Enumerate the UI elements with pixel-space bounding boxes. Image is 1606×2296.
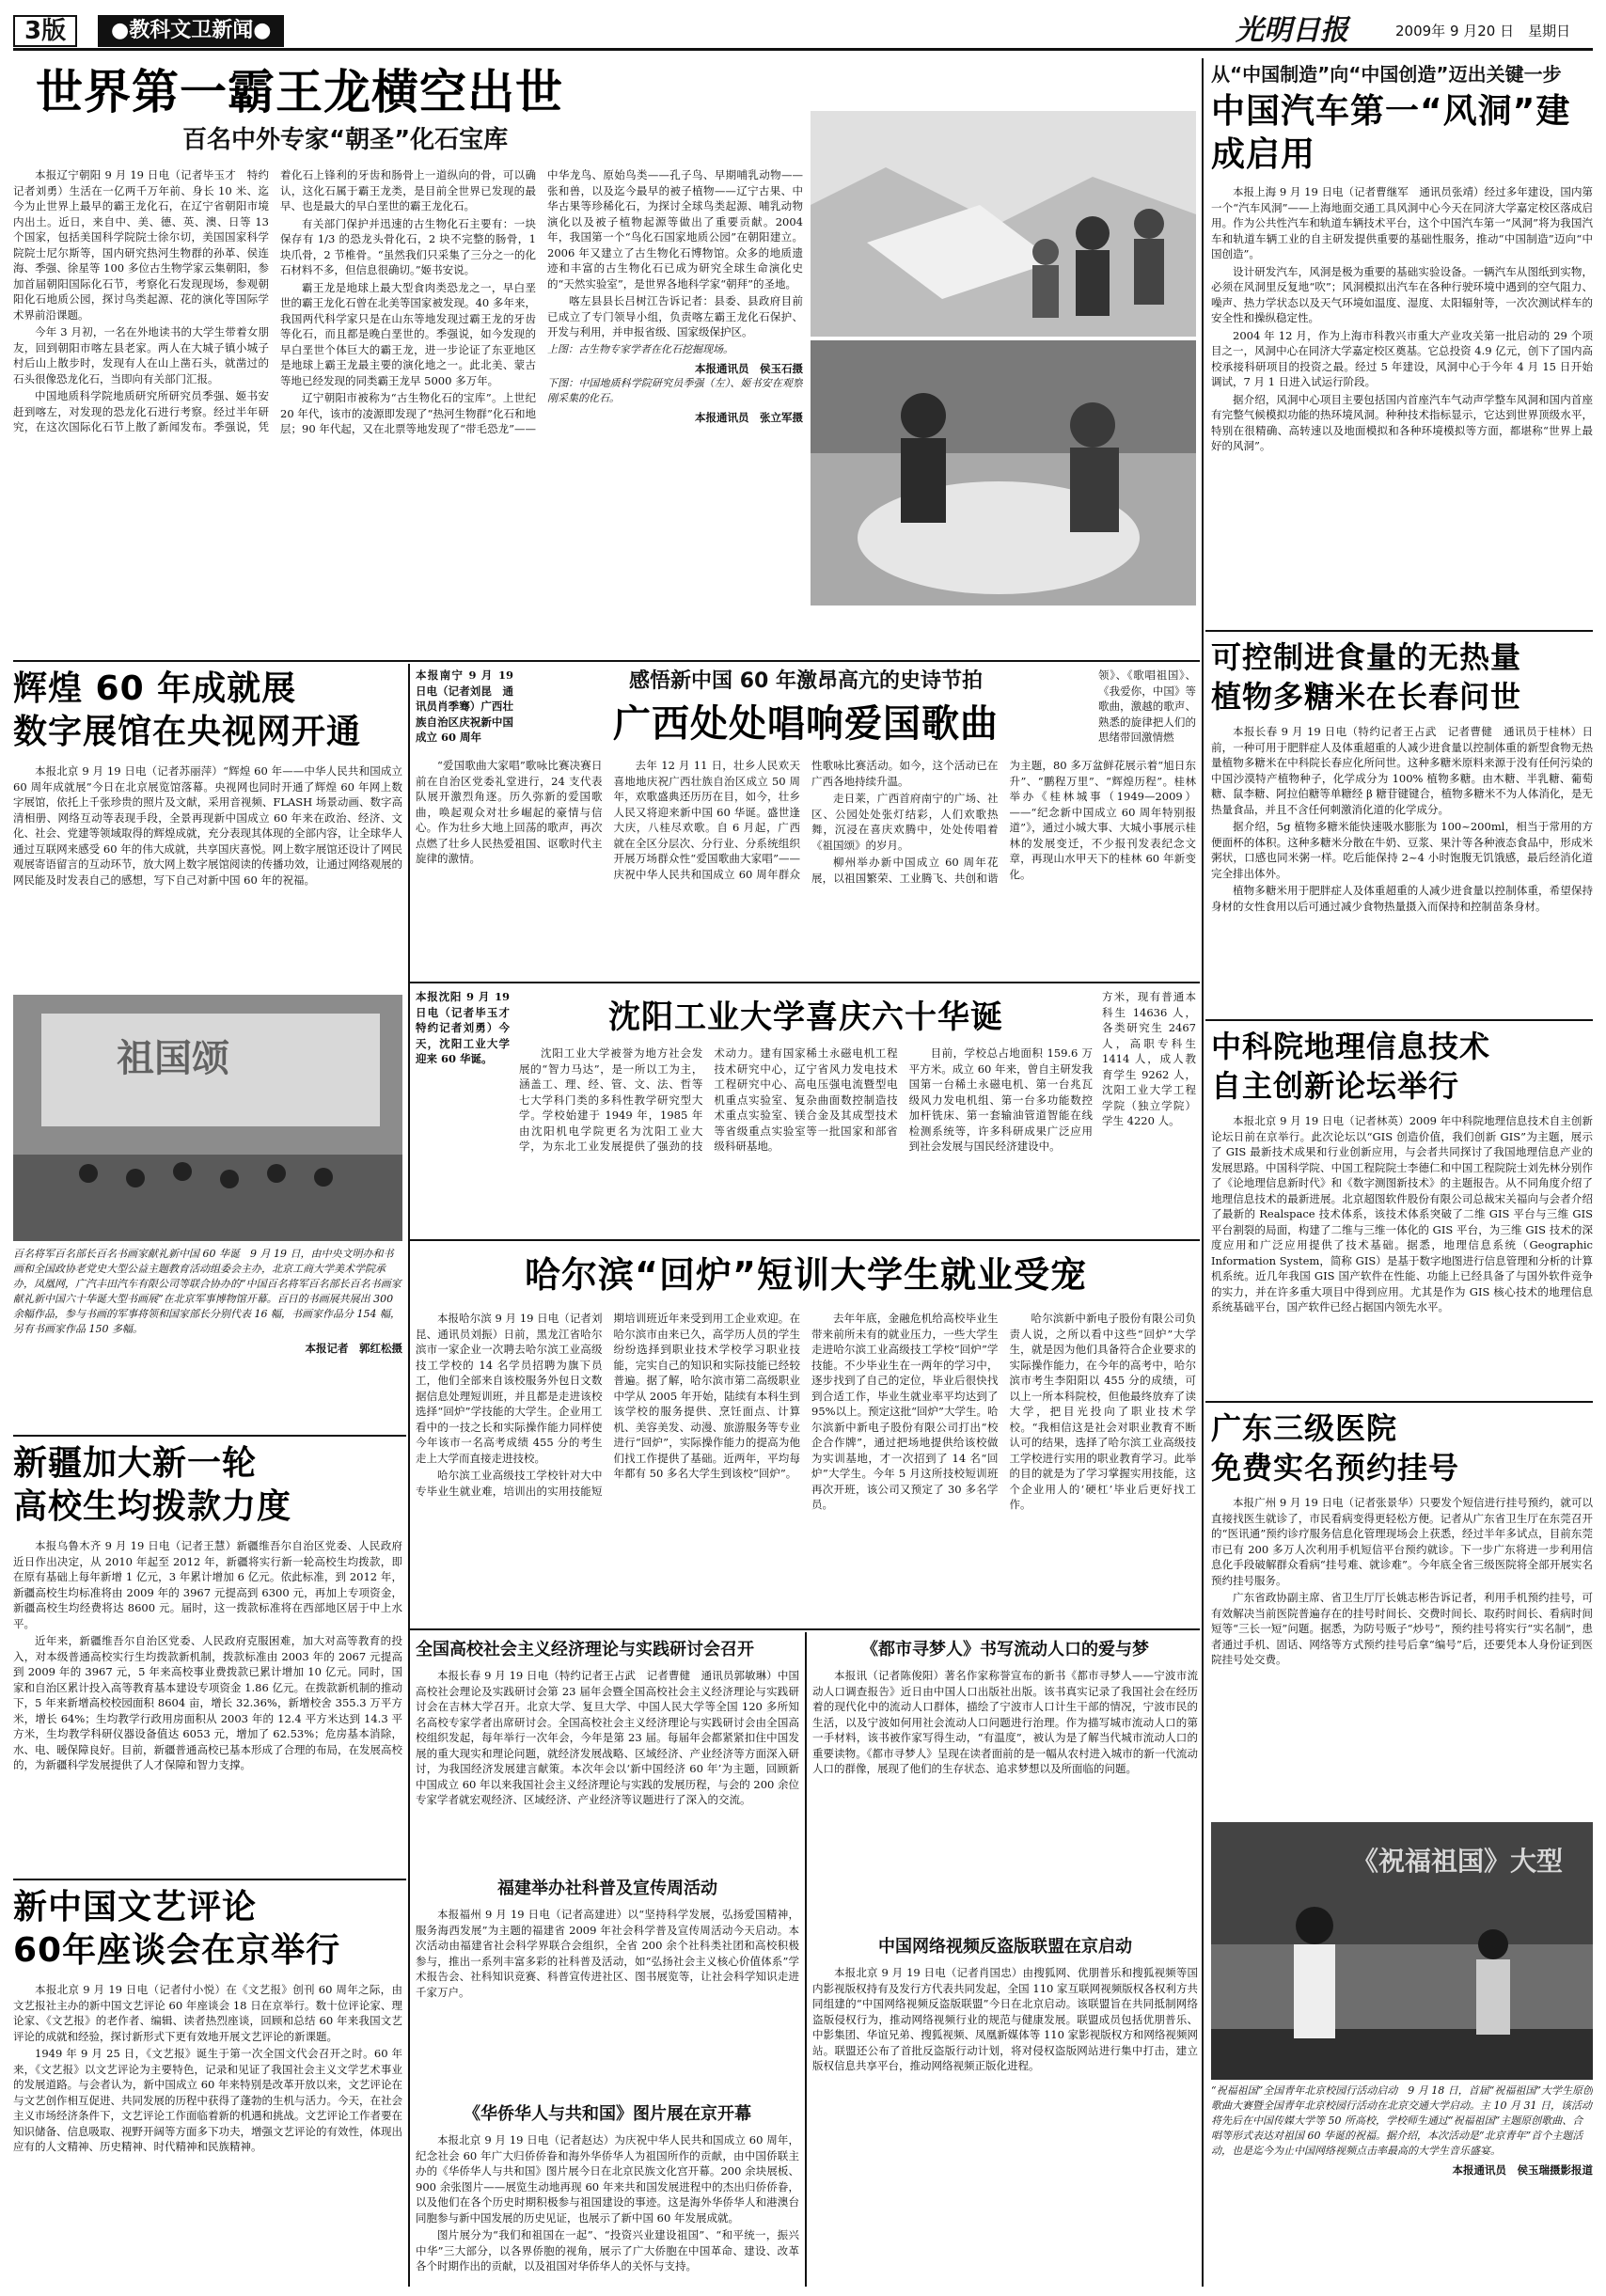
paragraph: 本报北京 9 月 19 日电（记者付小悦）在《文艺报》创刊 60 周年之际，由文艺报社主办的新中国文艺评论 60 年座谈会 18 日在京举行。数十位评论家、理论家、《文艺报》的老作者、编辑、读者热烈座谈，回顾和总结 60 年来我国文艺评论的成就和经验，探讨新形式下更有效地开展文艺评论的新课题。 bbox=[13, 1983, 402, 2043]
article-headline: 世界第一霸王龙横空出世 bbox=[36, 65, 563, 119]
article-body bbox=[1211, 724, 1593, 914]
article-headline: 《华侨华人与共和国》图片展在京开幕 bbox=[464, 2104, 751, 2124]
paragraph: 本报北京 9 月 19 日电（记者苏丽萍）“辉煌 60 年——中华人民共和国成立 60 周年成就展”今日在北京展览馆落幕。央视网也同时开通了辉煌 60 年网上数字展馆，依托上千张珍贵的照片及文献，采用音视频、FLASH 场景动画、数字高清相册、网络互动等表现手段，全景再现新中国成立 60 年来在政治、经济、文化、社会、党建等领域取得的辉煌成就，充分表现其体现的全部内容，让全球华人通过互联网来感受 60 年的伟大成就，共享国庆喜悦。网上数字展馆还设计了网民观展寄语留言的互动环节，放大网上数字展馆阅读的传播功效，让通过网络观展的网民能及时发表自己的感想，写下自己对新中国 60 年的祝福。 bbox=[13, 764, 402, 887]
article-headline: 新疆加大新一轮 高校生均拨款力度 bbox=[13, 1444, 292, 1526]
article-headline: 可控制进食量的无热量 植物多糖米在长春问世 bbox=[1211, 639, 1522, 715]
article-body bbox=[13, 763, 402, 888]
paragraph: 据介绍，5g 植物多糖米能快速吸水膨胀为 100~200ml，相当于常用的方便面杯的体积。这种多糖米分散在牛奶、豆浆、果汁等各种液态食品中，形成米粥状，口感也同米粥一样。吃后能保持 2~4 小时饱腹无饥饿感，最后经消化道完全排出体外。 bbox=[1211, 820, 1593, 880]
article-kicker: 从“中国制造”向“中国创造”迈出关键一步 bbox=[1211, 63, 1562, 86]
paragraph: 本报北京 9 月 19 日电（记者肖国忠）由搜狐网、优朋普乐和搜狐视频等国内影视版权持有及发行方代表共同发起，全国 110 家互联网视频版权各权利方共同组建的“中国网络视频反盗版联盟”今日在北京启动。该联盟旨在共同抵制网络盗版侵权行为，推动网络视频行业的规范与健康发展。联盟成员包括优朋普乐、中影集团、华谊兄弟、搜狐视频、凤凰新媒体等 110 家影视版权方和网络视频网站。联盟还公布了首批反盗版行动计划，将对侵权盗版网站进行集中打击，建立版权信息共享平台，推动网络视频正版化进程。 bbox=[812, 1966, 1198, 2072]
article-body bbox=[1211, 184, 1593, 454]
article-lead: 本报沈阳 9 月 19 日电（记者毕玉才 特约记者刘勇）今天，沈阳工业大学迎来 60 华诞。 bbox=[416, 990, 521, 1065]
paragraph: 中国地质科学院地质研究所研究员季强、姬书安赶到喀左，对发现的恐龙化石进行考察。经过半年研究，在这次国际化石节上散了新闻发布。季强说，凭着化石上锋利的牙齿和肠骨上一道纵向的骨，可以确认，这化石属于霸王龙类，是目前全世界已发现的最早、也是最大的早白垩世的霸王龙化石。 bbox=[13, 168, 536, 433]
photo-credit: 本报通讯员 侯玉石摄 bbox=[695, 361, 803, 375]
article-body bbox=[13, 167, 803, 637]
paragraph: 近年来，新疆维吾尔自治区党委、人民政府克服困难，加大对高等教育的投入，对本级普通高校实行生均拨款新机制，拨款标准由 2003 年的 2067 元提高到 2009 年的 3967 元，5 年来高校事业费拨款已累计增加 10 亿元。同时，国家和自治区累计投入高等教育基本建设专项资金 1.86 亿元。在拨款新机制的推动下，5 年来新增高校校园面积 8604 亩，增长 32.36%，新增校舍 355.3 万平方米，增长 64%；生均教学行政用房面积从 2003 年的 12.4 平方米达到 14.3 平方米，生均教学科研仪器设备值达 6053 元，增加了 62.53%；危房基本消除，水、电、暖保障良好。目前，新疆普通高校已基本形成了合理的布局，在发展高校的，为新疆科学发展提供了人才保障和智力支撑。 bbox=[13, 1634, 402, 1771]
photo-credit: 本报通讯员 侯玉瑞摄影报道 bbox=[1452, 2163, 1593, 2177]
fossil-specimen-photo bbox=[811, 340, 1196, 605]
section-divider bbox=[13, 660, 1200, 662]
photo-caption-block bbox=[13, 1247, 402, 1431]
article-body bbox=[416, 1668, 799, 1808]
article-xinjiang bbox=[13, 1442, 402, 1875]
paragraph: 哈尔滨工业高级技工学校针对大中专毕业生就业难，培训出的实用技能短期培训班近年来受到用工企业欢迎。在哈尔滨市由来已久，高学历人员的学生纷纷选择到职业技术学校学习职业技能，完实自己的知识和实际技能已经较普遍。据了解，哈尔滨市第二高级职业中学从 2005 年开始，陆续有本科生到该学校的服务提供、烹饪面点、计算机、美容美发、动漫、旅游服务等专业进行“回炉”，实际操作能力的提高为他们找工作提供了基础。近两年，平均每年都有 50 多名大学生到该校“回炉”。 bbox=[416, 1312, 800, 1498]
paragraph: 有关部门保护并迅速的古生物化石主要有：一块保存有 1/3 的恐龙头骨化石，2 块不完整的肠骨，1 块爪骨，2 节椎骨。“虽然我们只采集了三分之一的化石材料不多，但信息很确切。”姬书安说。 bbox=[280, 216, 536, 276]
fossil-site-photo bbox=[811, 111, 1196, 337]
article-wind-tunnel bbox=[1211, 62, 1593, 626]
article-body bbox=[1211, 1113, 1593, 1315]
article-headline: 沈阳工业大学喜庆六十华诞 bbox=[608, 999, 1003, 1036]
article-headline: 中科院地理信息技术 自主创新论坛举行 bbox=[1211, 1029, 1491, 1104]
article-body bbox=[13, 1538, 402, 1773]
section-divider bbox=[13, 1435, 406, 1437]
banner-text: 祖国颂 bbox=[117, 1036, 229, 1080]
section-name: ●教科文卫新闻● bbox=[98, 15, 284, 47]
article-headline: 广东三级医院 免费实名预约挂号 bbox=[1211, 1410, 1460, 1486]
article-digital-expo bbox=[13, 668, 402, 987]
exhibition-photo bbox=[13, 995, 402, 1241]
paragraph: 哈尔滨新中新电子股份有限公司负责人说，之所以看中这些“回炉”大学生，就是因为他们具备符合企业要求的实际操作能力，在今年的高考中，哈尔滨市考生李阳阳以 455 分的成绩，可以上一所本科院校，但他最终放弃了读大学，把目光投向了职业技术学校。“我相信这是社会对职业教育不断认可的结果，选择了哈尔滨工业高级技工学校进行实用的职业教育学习。此举的目的就是为了学习掌握实用技能，这个企业用人的‘硬杠’毕业后更好找工作。 bbox=[1009, 1312, 1196, 1511]
article-headline: 中国网络视频反盗版联盟在京启动 bbox=[878, 1937, 1132, 1957]
photo-caption: 下图：中国地质科学院研究员季强（左）、姬书安在观察刚采集的化石。 bbox=[547, 377, 803, 404]
paragraph: “爱国歌曲大家唱”歌咏比赛决赛日前在自治区党委礼堂进行，24 支代表队展开激烈角逐。历久弥新的爱国歌曲，唤起观众对壮乡崛起的豪情与信心。作为壮乡大地上回荡的歌声，再次点燃了壮乡人民热爱祖国、讴歌时代主旋律的激情。 bbox=[416, 759, 603, 865]
article-polysaccharide-rice bbox=[1211, 637, 1593, 1015]
article-body bbox=[416, 758, 1196, 955]
article-headline: 全国高校社会主义经济理论与实践研讨会召开 bbox=[416, 1640, 754, 1659]
section-divider bbox=[1205, 1401, 1593, 1403]
paragraph: 本报上海 9 月 19 日电（记者曹继军 通讯员张靖）经过多年建设，国内第一个“汽车风洞”——上海地面交通工具风洞中心今天在同济大学嘉定校区落成启用。作为公共性汽车和轨道车辆技术平台，这个中国汽车第一“风洞”将为我国汽车和轨道车辆工业的自主研发提供重要的基础性服务，推动“中国制造”迈向“中国创造”。 bbox=[1211, 185, 1593, 260]
article-fujian bbox=[416, 1877, 799, 2099]
paragraph: 走日莱，广西首府南宁的广场、社区、公园处处张灯结彩，人们欢歌热舞，沉浸在喜庆欢腾中，处处传唱着《祖国颂》的岁月。 bbox=[811, 792, 999, 852]
paragraph: 目前，学校总占地面积 159.6 万平方米。成立 60 年来，曾自主研发我国第一台稀土永磁电机、第一台兆瓦级风力发电机组、第一台多功能数控加杆铣床、第一套输油管道智能在线检测系统等，许多科研成果广泛应用到社会发展与国民经济建设中。 bbox=[908, 1046, 1093, 1153]
photo-credit: 本报记者 郭红松摄 bbox=[305, 1342, 402, 1355]
photo-caption: “祝福祖国”全国青年北京校园行活动启动 9 月 18 日，首届“祝福祖国”大学生原创歌曲大赛暨全国青年北京校园行活动在北京交通大学启动。主 10 月 31 日，该活动将先后在中国传媒大学等 50 所高校，学校师生通过“祝福祖国”主题原创歌曲、合唱等形式表达对祖国 60 华诞的祝福。据介绍，本次活动是“北京青年”首个主题活动，也是迄今为止中国网络视频点击率最高的大学生音乐盛宴。 bbox=[1211, 2084, 1593, 2157]
article-body bbox=[416, 1907, 799, 2000]
article-antipiracy bbox=[812, 1935, 1198, 2287]
paragraph: 2004 年 12 月，作为上海市科教兴市重大产业攻关第一批启动的 29 个项目之一，风洞中心在同济大学嘉定校区奠基。它总投资 4.9 亿元，创下了国内高校承接科研项目的投资之最。经过 5 年建设，风洞中心于今年 4 月 15 日开始调试，7 月 1 日进入试运行阶段。 bbox=[1211, 328, 1593, 388]
column-divider bbox=[1202, 58, 1204, 2287]
photo-caption-block bbox=[1211, 2084, 1593, 2287]
issue-date: 2009年 9 月20 日 星期日 bbox=[1395, 23, 1571, 39]
paragraph: 辽宁朝阳市被称为“古生物化石的宝库”。上世纪 20 年代，该市的凌源即发现了“热河生物群”化石和地层；90 年代起，又在北票等地发现了“带毛恐龙”——中华龙鸟、原始鸟类——孔子鸟、早期哺乳动物——张和兽，以及迄今最早的被子植物——辽宁古果、中华古果等珍稀化石，为探讨全球鸟类起源、哺乳动物演化以及被子植物起源等做出了重要贡献。2004 年，我国第一个“鸟化石国家地质公园”在朝阳建立。2006 年又建立了古生物化石博物馆。众多的地质遗迹和丰富的古生物化石已成为研究全球生命演化史的“天然实验室”，是世界各地科学家“朝拜”的圣地。 bbox=[280, 168, 803, 435]
article-sidebar: 领》、《歌唱祖国》、《我爱你，中国》等歌曲，激越的歌声、熟悉的旋律把人们的思绪带回激情燃 bbox=[1098, 668, 1196, 744]
newspaper-logo: 光明日报 bbox=[1236, 14, 1348, 47]
article-headline: 新中国文艺评论 60年座谈会在京举行 bbox=[13, 1888, 341, 1970]
section-divider bbox=[13, 1879, 406, 1880]
article-book bbox=[812, 1638, 1198, 1931]
article-lead: 本报南宁 9 月 19 日电（记者刘昆 通讯员肖季骞）广西壮族自治区庆祝新中国成立 60 周年 bbox=[416, 668, 513, 744]
paragraph: 喀左县县长吕树江告诉记者：县委、县政府目前已成立了专门领导小组，负责喀左霸王龙化石保护、开发与利用，并申报省级、国家级保护区。 bbox=[547, 294, 803, 338]
paragraph: 广东省政协副主席、省卫生厅厅长姚志彬告诉记者，利用手机预约挂号，可有效解决当前医院普遍存在的挂号时间长、交费时间长、取药时间长、看病时间短等“三长一短”问题。据悉，为防号贩子“炒号”，预约挂号将实行“实名制”，患者通过手机、固话、网络等方式预约挂号后拿“编号”后，还要凭本人身份证到医院挂号处交费。 bbox=[1211, 1591, 1593, 1666]
paragraph: 去年 12 月 11 日，壮乡人民欢天喜地地庆祝广西壮族自治区成立 50 周年，欢歌盛典还历历在目，如今，壮乡人民又将迎来新中国 60 华诞。盛世逢大庆，八桂尽欢歌。自 6 月起，广西就在全区分层次、分行业、分系统组织开展万场群众性“爱国歌曲大家唱”——庆祝中华人民共和国成立 60 周年群众性歌咏比赛活动。如今，这个活动已在广西各地持续升温。 bbox=[613, 759, 999, 881]
photo-caption: 上图：古生物专家学者在化石挖掘现场。 bbox=[547, 342, 733, 355]
paragraph: 本报北京 9 月 19 日电（记者林英）2009 年中科院地理信息技术自主创新论坛日前在京举行。此次论坛以“GIS 创造价值，我们创新 GIS”为主题，展示了 GIS 最新技术成果和行业创新应用，与会者共同探讨了我国地理信息产业的发展思路。中国科学院、中国工程院院士李德仁和中国工程院院士刘先林分别作了《论地理信息新时代》和《数字测图新技术》的主题报告。从不同角度介绍了地理信息技术的最新进展。北京超图软件股份有限公司总裁宋关福向与会者介绍了最新的 Realspace 技术体系，该技术体系突破了二维 GIS 平台与三维 GIS 平台割裂的局面，构建了二维与三维一体化的 GIS 平台，为三维 GIS 技术的深度应用和广泛应用提供了技术基础。据悉，地理信息系统（Geographic Information System，简称 GIS）是基于数字地图进行信息管理和分析的计算机系统。近几年我国 GIS 国产软件在性能、功能上已经具备了与国外软件竞争的实力，并在许多重大项目中得到应用。尤其是作为 GIS 核心技术的地理信息系统基础平台，国产软件已经占据国内领先水平。 bbox=[1211, 1114, 1593, 1313]
paragraph: 据介绍，风洞中心项目主要包括国内首座汽车气动声学整车风洞和国内首座有完整气候模拟功能的热环境风洞。种种技术指标显示，它达到世界顶级水平，特别在很精确、高转速以及地面模拟和各种环境模拟等方面，都堪称“世界上最好的风洞”。 bbox=[1211, 392, 1593, 452]
article-body bbox=[812, 1668, 1198, 1777]
paragraph: 本报哈尔滨 9 月 19 日电（记者刘昆、通讯员刘振）日前，黑龙江省哈尔滨市一家企业一次聘去哈尔滨工业高级技工学校的 14 名学员招聘为旗下员工，他们全部来自该校服务外包日文数据信息处理短训班，并且都是走进该校选择“回炉”学技能的大学生。企业用工看中的一技之长和实际操作能力同样使今年该市一名高考成绩 455 分的考生走上大学而直接走进技校。 bbox=[416, 1312, 603, 1465]
section-divider bbox=[1205, 1019, 1593, 1021]
article-body bbox=[1211, 1495, 1593, 1668]
article-kicker: 感悟新中国 60 年激昂高亢的史诗节拍 bbox=[629, 669, 983, 693]
article-headline: 《都市寻梦人》书写流动人口的爱与梦 bbox=[861, 1640, 1149, 1659]
article-economic-forum bbox=[416, 1638, 799, 1873]
paragraph: 今年 3 月初，一名在外地读书的大学生带着女朋友，回到朝阳市喀左县老家。两人在大城子镇小城子村后山上散步时，发现有人在山上凿石头，就凿过的石头很像恐龙化石，当即向有关部门汇报。 bbox=[13, 325, 269, 385]
article-gis-forum bbox=[1211, 1027, 1593, 1397]
paragraph: 本报长春 9 月 19 日电（特约记者王占武 记者曹健 通讯员郭敏琳）中国高校社会理论及实践研讨会第 23 届年会暨全国高校社会主义经济理论与实践研讨会在吉林大学召开。北京大学、复旦大学、中国人民大学等全国 120 多所知名高校专家学者出席研讨会。全国高校社会主义经济理论与实践研讨会由全国高校组织发起，每年举行一次年会，今年是第 23 届。每届年会都紧紧扣住中国发展的重大现实和理论问题，就经济发展战略、区域经济、产业经济等方面深入研讨，为我国经济发展建言献策。本次年会以‘新中国经济 60 年’为主题，回顾新中国成立 60 年以来我国社会主义经济理论与实践的发展历程，与会的 200 余位专家学者就宏观经济、区域经济、产业经济等议题进行了深入的交流。 bbox=[416, 1669, 799, 1806]
paragraph: 沈阳工业大学被誉为地方社会发展的“智力马达”，是一所以工为主，涵盖工、理、经、管、文、法、哲等七大学科门类的多科性教学研究型大学。学校始建于 1949 年，1985 年由沈阳机电学院更名为沈阳工业大学，为东北工业发展提供了强劲的技术动力。建有国家稀土永磁电机工程技术研究中心，辽宁省风力发电技术工程研究中心、高电压强电流暨型电机重点实验室、复杂曲面数控制造技术重点实验室、镁合金及其成型技术等省级重点实验室等一批国家和部省级科研基地。 bbox=[519, 1046, 898, 1153]
paragraph: 柳州举办新中国成立 60 周年花展，以祖国繁荣、工业腾飞、共创和谐为主题，80 多万盆鲜花展示着“旭日东升”、“鹏程万里”、“辉煌历程”。桂林举办《桂林城事（1949—2009）——“纪念新中国成立 60 周年特别报道”》，通过小城大事、大城小事展示桂林的发展变迁，不少报刊发表纪念文章，再现山水甲天下的桂林 60 年新变化。 bbox=[811, 759, 1196, 885]
article-headline: 哈尔滨“回炉”短训大学生就业受宠 bbox=[525, 1254, 1087, 1296]
article-headline: 中国汽车第一“风洞”建成启用 bbox=[1211, 92, 1571, 174]
page-header bbox=[13, 13, 1593, 51]
paragraph: 本报广州 9 月 19 日电（记者张景华）只要发个短信进行挂号预约，就可以直接找医生就诊了，市民看病变得更轻松方便。记者从广东省卫生厅在东莞召开的“医讯通”预约诊疗服务信息化管理现场会上获悉，经过半年多试点，目前东莞市已有 200 多万人次利用手机短信平台预约就诊。下一步广东将进一步利用信息化手段破解群众看病“挂号难、就诊难”。今年底全省三级医院将全部开展实名预约挂号服务。 bbox=[1211, 1496, 1593, 1587]
article-body bbox=[416, 1311, 1196, 1612]
article-sidebar: 方米，现有普通本科生 14636 人，各类研究生 2467 人，高职专科生 1414 人，成人教育学生 9262 人，沈阳工业大学工程学院（独立学院）学生 4220 人。 bbox=[1102, 990, 1196, 1127]
paragraph: 1949 年 9 月 25 日，《文艺报》诞生于第一次全国文代会召开之时。60 年来，《文艺报》以文艺评论为主要特色，记录和见证了我国社会主义文学艺术事业的发展道路。与会者认为，新中国成立 60 年来特别是改革开放以来，文艺评论在与文艺创作相互促进、共同发展的历程中获得了蓬勃的生机与活力。今天，在社会主义市场经济条件下，文艺评论工作面临着新的机遇和挑战。文艺评论工作者要在知识储备、信息吸取、视野开阔等方面多下功夫，增强文艺评论的有效性，体现出应有的人文精神、历史精神、时代精神和民族精神。 bbox=[13, 2047, 402, 2153]
paragraph: 本报辽宁朝阳 9 月 19 日电（记者毕玉才 特约记者刘勇）生活在一亿两千万年前、身长 10 米、迄今为止世界上最早的霸王龙化石，在辽宁省朝阳市境内出土。近日，来自中、美、德、英、澳、日等 13 个国家，包括美国科学院院士徐尔切，美国国家科学院院士尼尔斯等，国内研究热河生物群的孙革、侯连海、季强、徐星等 100 多位古生物学家云集朝阳，参加首届朝阳国际化石节，考察化石发现现场，参观朝阳化石地质公园，探讨鸟类起源、花的演化等国际学术界前沿课题。 bbox=[13, 168, 269, 322]
article-body bbox=[416, 2132, 799, 2274]
paragraph: 霸王龙是地球上最大型食肉类恐龙之一，早白垩世的霸王龙化石曾在北美等国家被发现。40 多年来，我国两代科学家只是在山东等地发现过霸王龙的牙齿等化石，而且都是晚白垩世的。季强说，如今发现的早白垩世个体巨大的霸王龙，进一步论证了东亚地区是地球上霸王龙最主要的演化地之一。此北美、蒙古等地已经发现的同类霸王龙早 5000 多万年。 bbox=[280, 280, 536, 387]
paragraph: 设计研发汽车，风洞是极为重要的基础实验设备。一辆汽车从图纸到实物，必须在风洞里反复地“吹”；风洞模拟出汽车在各种行驶环境中遇到的空气阻力、噪声、热力学状态以及天气环境如温度、湿度、太阳辐射等，一次次测试样车的安全性和操纵稳定性。 bbox=[1211, 264, 1593, 324]
paragraph: 本报长春 9 月 19 日电（特约记者王占武 记者曹健 通讯员于桂林）日前，一种可用于肥胖症人及体重超重的人减少进食量以控制体重的新型食物无热量植物多糖米在中科院长春应化所问世。这种多糖米原料来源于没有任何污染的中国沙漠特产植物种子，化学成分为 100% 植物多糖。由木糖、半乳糖、葡萄糖、鼠李糖、阿拉伯糖等单糖经 β 糖苷键键合，植物多糖米不为人体消化，是无热量食品，并且不含任何刺激消化道的化学成分。 bbox=[1211, 725, 1593, 816]
photo-credit: 本报通讯员 张立军摄 bbox=[695, 411, 803, 424]
article-subtitle: 百名中外专家“朝圣”化石宝库 bbox=[182, 126, 509, 154]
paragraph: 本报福州 9 月 19 日电（记者高建进）以“坚持科学发展，弘扬爱国精神，服务海西发展”为主题的福建省 2009 年社会科学普及宣传周活动今天启动。本次活动由福建省社会科学界联合会组织，全省 200 余个社科类社团和高校积极参与，推出一系列丰富多彩的社科普及活动，如“弘扬社会主义核心价值体系”学术报告会、社科知识竞赛、科普宣传进社区、图书展览等，让社会科学知识走进千家万户。 bbox=[416, 1908, 799, 1999]
article-dinosaur bbox=[13, 62, 803, 656]
article-body bbox=[13, 1982, 402, 2155]
article-guangxi bbox=[416, 668, 1196, 978]
paragraph: 图片展分为“我们和祖国在一起”、“投资兴业建设祖国”、“和平统一，振兴中华”三大部分，以各界侨胞的视角，展示了广大侨胞在中国革命、建设、改革各个时期作出的贡献，以及祖国对华侨华人的关怀与支持。 bbox=[416, 2228, 799, 2272]
paragraph: 本报乌鲁木齐 9 月 19 日电（记者王慧）新疆维吾尔自治区党委、人民政府近日作出决定，从 2010 年起至 2012 年，新疆将实行新一轮高校生均拨款，即在原有基础上每年新增 1 亿元，3 年累计增加 6 亿元。依此标准，到 2012 年，新疆高校生均标准将由 2009 年的 3967 元提高到 6300 元，再加上专项资金，新疆高校生均经费将达 8600 元。届时，这一拨款标准将在西部地区居于中上水平。 bbox=[13, 1539, 402, 1630]
article-shenyang bbox=[416, 989, 1196, 1235]
article-headline: 广西处处唱响爱国歌曲 bbox=[613, 702, 999, 746]
article-body bbox=[812, 1965, 1198, 2074]
column-divider bbox=[408, 664, 410, 2287]
page-number: 3版 bbox=[13, 15, 77, 47]
photo-caption: 百名将军百名部长百名书画家献礼新中国 60 华诞 9 月 19 日，由中央文明办和书画和全国政协老党史大型公益主题教育活动组委会主办，北京工商大学美术学院承办，凤凰网，广汽丰田汽车有限公司等联合协办的“中国百名将军百名部长百名书画家献礼新中国六十华诞大型书画展”在北京军事博物馆开幕。百日的书画展共展出 300 余幅作品，参与书画的军事将领和国家部长分别代表 16 幅，书画家作品分 154 幅，另有书画家作品 150 多幅。 bbox=[13, 1248, 402, 1335]
article-body bbox=[519, 1046, 1093, 1224]
article-overseas-exhibit bbox=[416, 2102, 799, 2287]
campus-event-photo bbox=[1211, 1822, 1593, 2080]
paragraph: 本报北京 9 月 19 日电（记者赵达）为庆祝中华人民共和国成立 60 周年，纪念社会 60 年广大归侨侨眷和海外华侨华人为祖国所作的贡献，由中国侨联主办的《华侨华人与共和国》图片展今日在北京民族文化宫开幕。200 余块展板、900 余张图片——展览生动地再现 60 年来共和国发展进程中的杰出归侨侨眷，以及他们在各个历史时期积极参与祖国建设的事迹。这是海外华侨华人和港澳台同胞参与新中国发展的历史见证，也展示了新中国 60 年发展成就。 bbox=[416, 2133, 799, 2225]
article-hospital-booking bbox=[1211, 1408, 1593, 1818]
paragraph: 本报讯（记者陈俊阳）著名作家称誉宣布的新书《都市寻梦人——宁波市流动人口调查报告》近日由中国人口出版社出版。该书真实记录了我国社会在经历着的现代化中的流动人口群体，描绘了宁波市人口计生干部的情况，宁波市民的生活，以及宁波如何用社会流动人口问题进行治理。作为描写城市流动人口的第一手材料，该书被作家写得生动，“有温度”，被认为是了解当代城市流动人口的重要读物。《都市寻梦人》呈现在读者面前的是一幅从农村进入城市的新一代流动人口的群像，展现了他们的生存状态、追求梦想以及所面临的问题。 bbox=[812, 1669, 1198, 1775]
paragraph: 植物多糖米用于肥胖症人及体重超重的人减少进食量以控制体重，希望保持身材的女性食用以后可通过减少食物热量摄入而保持和控制苗条身材。 bbox=[1211, 884, 1593, 913]
article-headline: 福建举办社科普及宣传周活动 bbox=[497, 1879, 717, 1898]
section-divider bbox=[410, 1628, 1200, 1630]
column-divider bbox=[805, 1632, 807, 2287]
section-divider bbox=[410, 1239, 1200, 1241]
article-headline: 辉煌 60 年成就展 数字展馆在央视网开通 bbox=[13, 669, 362, 751]
article-literary-review bbox=[13, 1886, 402, 2287]
section-divider bbox=[1205, 630, 1593, 632]
section-divider bbox=[410, 982, 1200, 983]
paragraph: 去年年底，金融危机给高校毕业生带来前所未有的就业压力，一些大学生走进哈尔滨工业高级技工学校“回炉”学技能。不少毕业生在一两年的学习中，逐步找到了自己的定位，毕业后很快找到合适工作，毕业生就业率平均达到了95%以上。预定这批“回炉”大学生。哈尔滨新中新电子股份有限公司打出“校企合作牌”，通过把场地提供给该校做为实训基地，才一次招到了 14 名“回炉”大学生。今年 5 月这所技校短训班再次开班，该公司又预定了 30 多名学员。 bbox=[811, 1312, 999, 1511]
stage-banner-text: 《祝福祖国》大型 bbox=[1352, 1846, 1564, 1877]
article-harbin bbox=[416, 1247, 1196, 1625]
